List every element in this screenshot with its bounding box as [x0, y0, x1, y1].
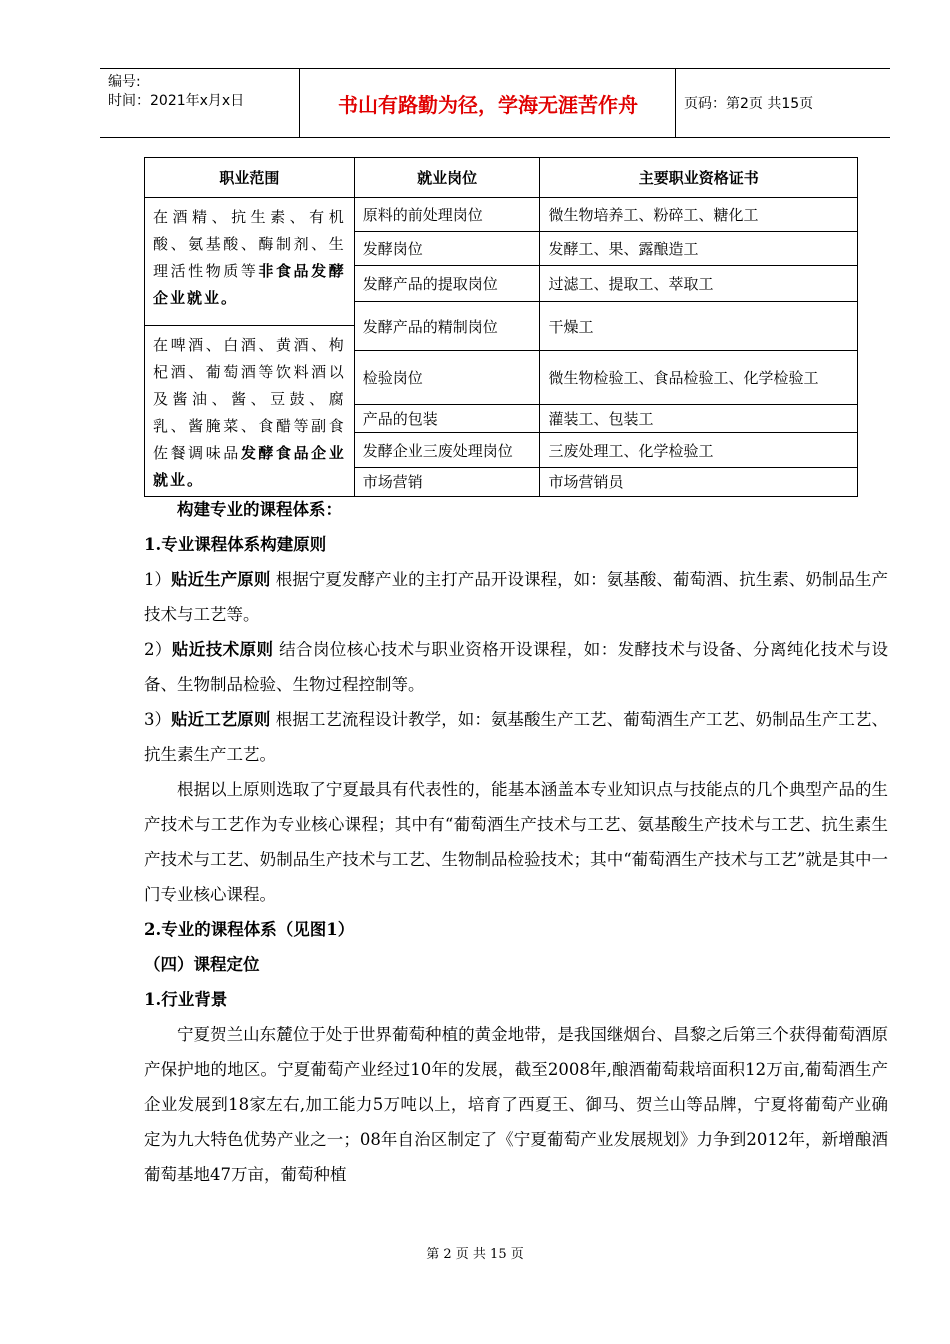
col-header-post: 就业岗位: [354, 158, 540, 198]
paragraph-core-courses: 根据以上原则选取了宁夏最具有代表性的，能基本涵盖本专业知识点与技能点的几个典型产品的生产技术与工艺作为专业核心课程；其中有“葡萄酒生产技术与工艺、氨基酸生产技术与工艺、抗生素生产技术与工艺、奶制品生产技术与工艺、生物制品检验技术；其中“葡萄酒生产技术与工艺”就是其中一门专业核心课程。: [144, 780, 888, 904]
time-label: 时间：2021年x月x日: [108, 93, 245, 109]
post-cell: 发酵企业三废处理岗位: [354, 433, 540, 467]
header-page-info: 页码：第2页 共15页: [684, 96, 814, 112]
col-header-cert: 主要职业资格证书: [540, 158, 858, 198]
cert-cell: 三废处理工、化学检验工: [540, 433, 858, 467]
post-cell: 产品的包装: [354, 405, 540, 433]
number-label: 编号:: [108, 74, 141, 90]
principle-production: 1）贴近生产原则 根据宁夏发酵产业的主打产品开设课程，如：氨基酸、葡萄酒、抗生素、奶制品生产技术与工艺等。: [144, 570, 889, 624]
post-cell: 市场营销: [354, 467, 540, 496]
header-motto: 书山有路勤为径，学海无涯苦作舟: [301, 69, 676, 137]
cert-cell: 市场营销员: [540, 467, 858, 496]
cert-cell: 灌装工、包装工: [540, 405, 858, 433]
scope-emphasis: 非食品发酵企业就业。: [153, 262, 346, 307]
post-cell: 原料的前处理岗位: [354, 198, 540, 232]
principle-technology: 2）贴近技术原则 结合岗位核心技术与职业资格开设课程，如：发酵技术与设备、分离纯化技术与设备、生物制品检验、生物过程控制等。: [144, 640, 889, 694]
cert-cell: 干燥工: [540, 302, 858, 351]
cert-cell: 过滤工、提取工、萃取工: [540, 266, 858, 302]
heading-course-position: （四）课程定位: [144, 955, 260, 974]
cert-cell: 微生物培养工、粉碎工、糖化工: [540, 198, 858, 232]
heading-industry-background: 1.行业背景: [144, 990, 228, 1009]
post-cell: 发酵产品的精制岗位: [354, 302, 540, 351]
heading-course-system: 构建专业的课程体系：: [177, 500, 342, 519]
scope-cell-non-food: 在酒精、抗生素、有机酸、氨基酸、酶制剂、生理活性物质等非食品发酵企业就业。: [145, 198, 355, 326]
heading-principles: 1.专业课程体系构建原则: [144, 535, 327, 554]
heading-course-structure: 2.专业的课程体系（见图1）: [144, 920, 355, 939]
table-row: [145, 198, 858, 232]
page-header: [100, 68, 890, 138]
scope-cell-food: 在啤酒、白酒、黄酒、枸杞酒、葡萄酒等饮料酒以及酱油、酱、豆鼓、腐乳、酱腌菜、食醋等副食佐餐调味品发酵食品企业就业。: [145, 326, 355, 497]
post-cell: 发酵产品的提取岗位: [354, 266, 540, 302]
table-header-row: [145, 158, 858, 198]
scope-emphasis: 发酵食品企业就业。: [153, 444, 346, 489]
header-meta: [100, 69, 300, 137]
post-cell: 发酵岗位: [354, 232, 540, 266]
cert-cell: 微生物检验工、食品检验工、化学检验工: [540, 351, 858, 405]
page-footer: 第 2 页 共 15 页: [426, 1247, 524, 1262]
career-table: [144, 157, 858, 497]
document-body: [144, 492, 888, 1192]
cert-cell: 发酵工、果、露酿造工: [540, 232, 858, 266]
col-header-scope: 职业范围: [145, 158, 355, 198]
principle-process: 3）贴近工艺原则 根据工艺流程设计教学，如：氨基酸生产工艺、葡萄酒生产工艺、奶制品生产工艺、抗生素生产工艺。: [144, 710, 889, 764]
post-cell: 检验岗位: [354, 351, 540, 405]
paragraph-industry: 宁夏贺兰山东麓位于处于世界葡萄种植的黄金地带，是我国继烟台、昌黎之后第三个获得葡萄酒原产保护地的地区。宁夏葡萄产业经过10年的发展，截至2008年,酿酒葡萄栽培面积12万亩,葡萄酒生产企业发展到18家左右,加工能力5万吨以上，培育了西夏王、御马、贺兰山等品牌，宁夏将葡萄产业确定为九大特色优势产业之一；08年自治区制定了《宁夏葡萄产业发展规划》力争到2012年，新增酿酒葡萄基地47万亩，葡萄种植: [144, 1025, 888, 1184]
